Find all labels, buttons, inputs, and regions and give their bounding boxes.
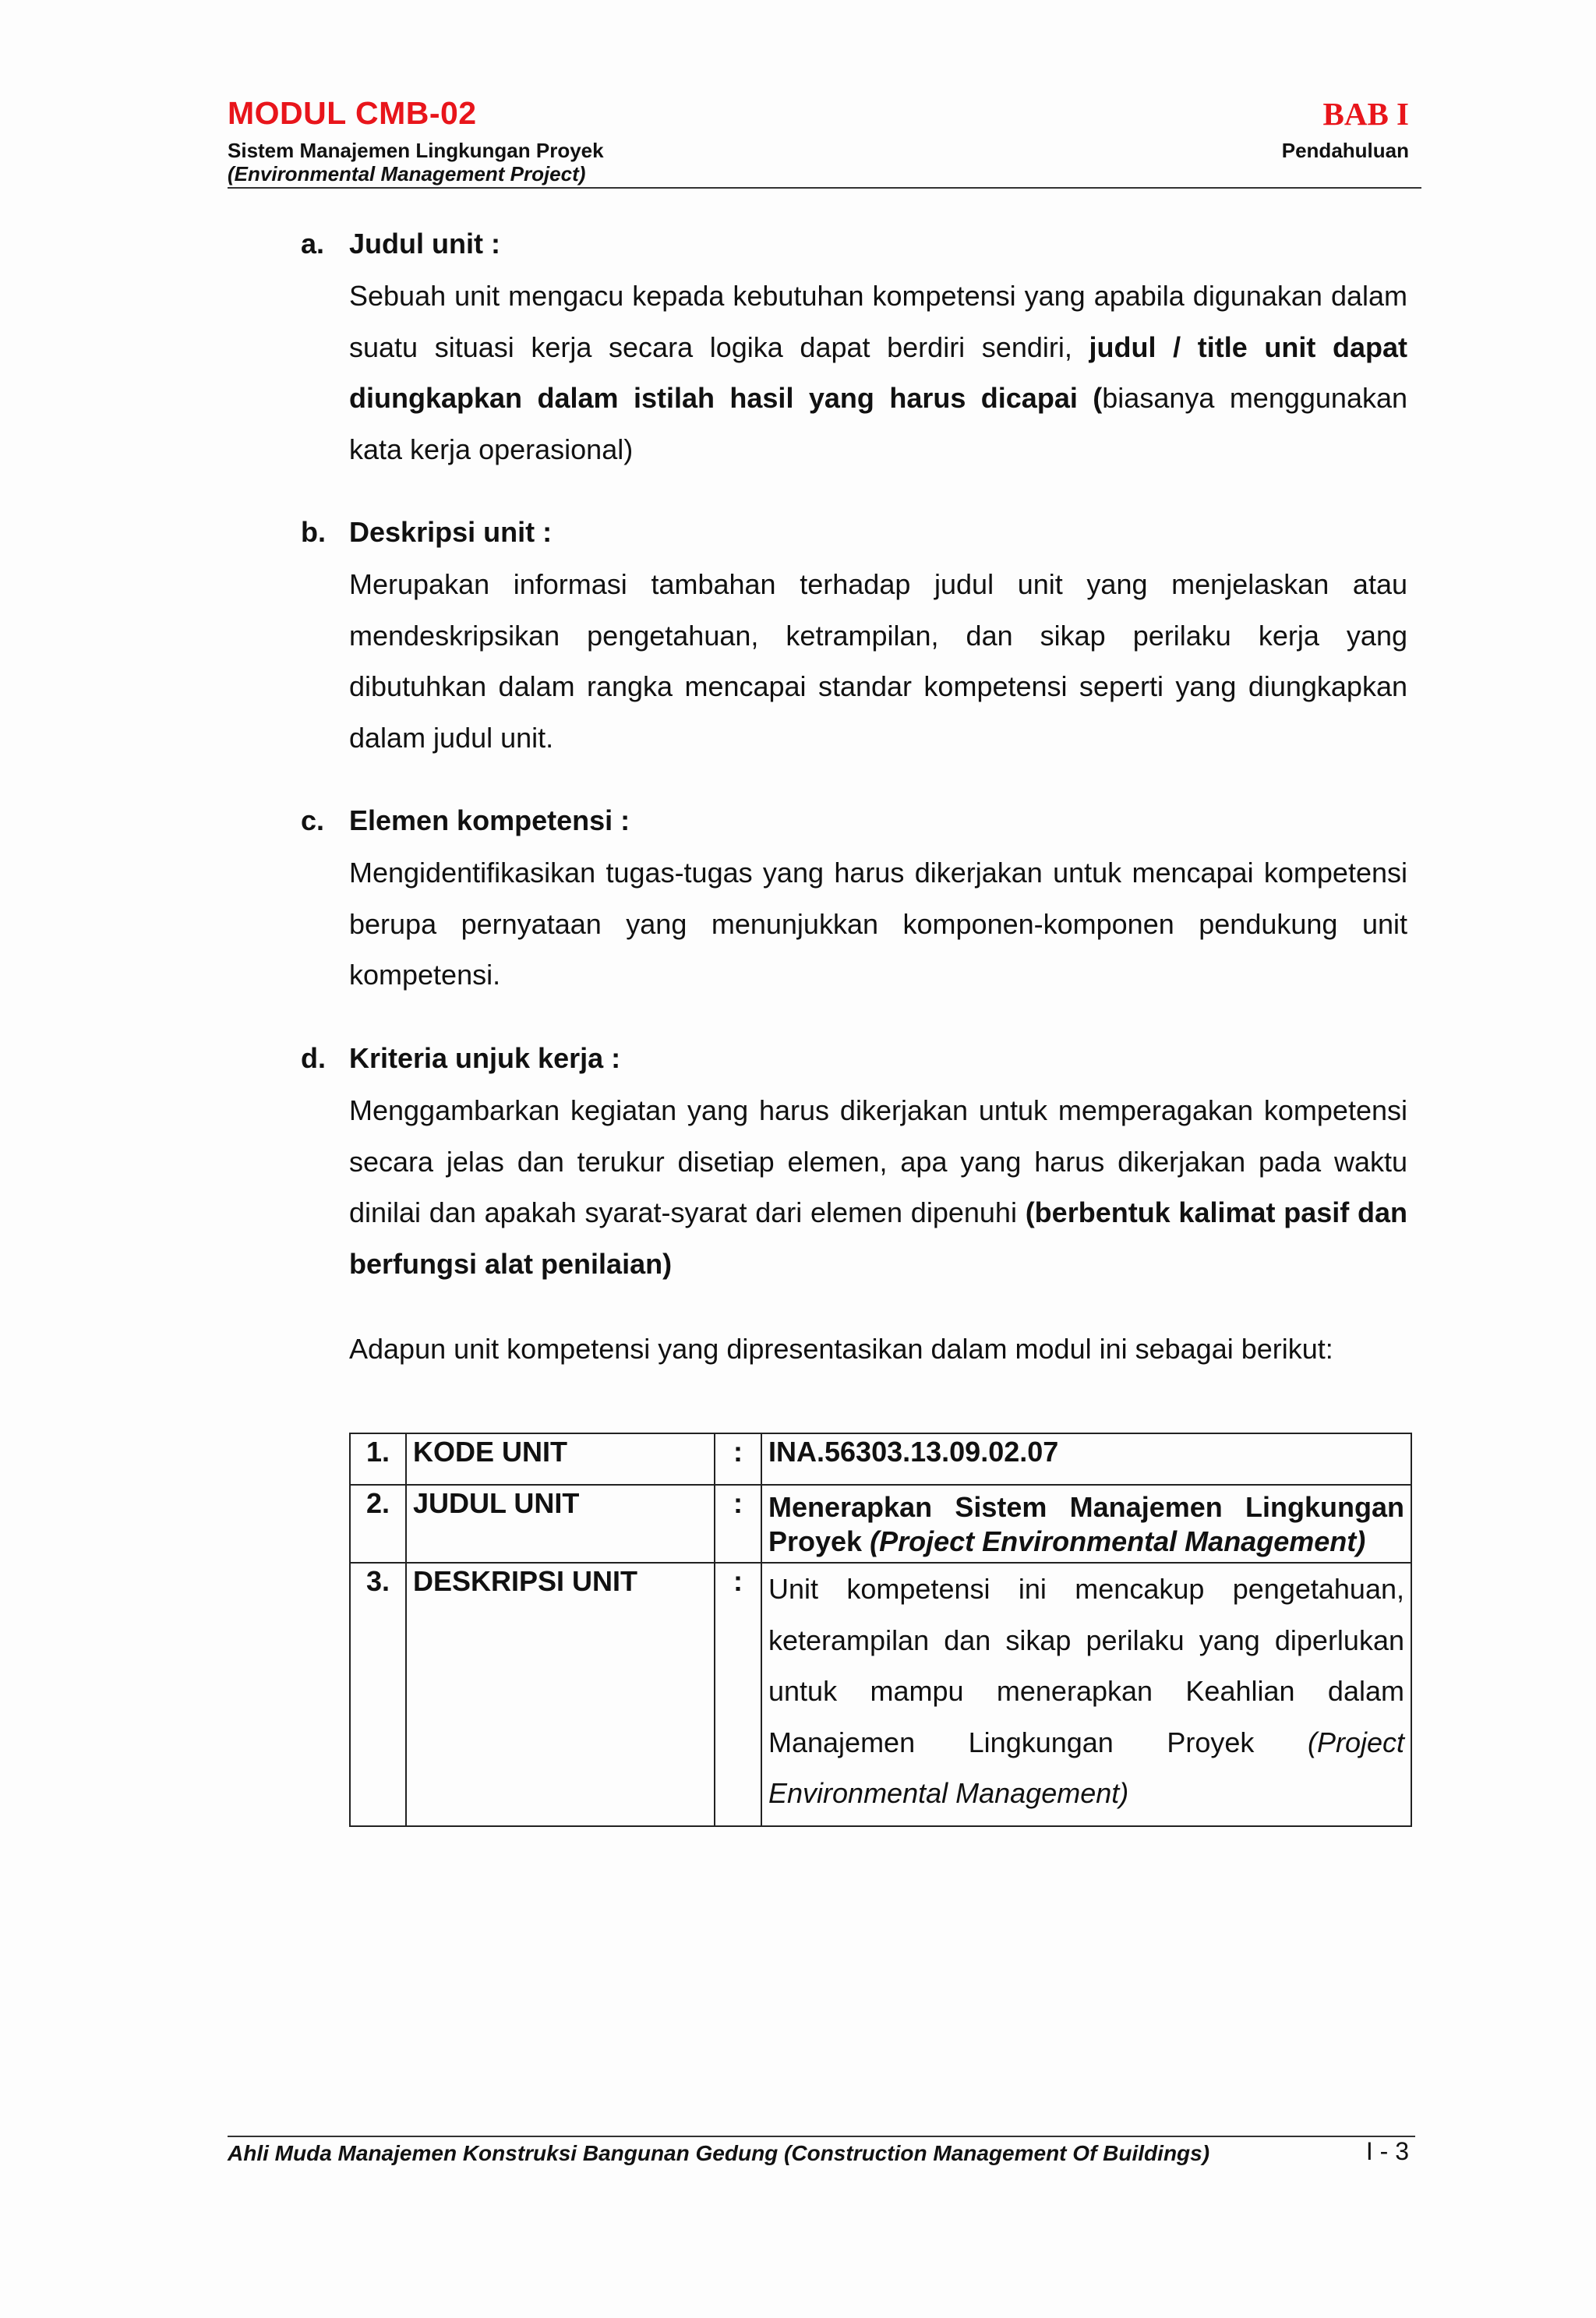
section-a-heading: Judul unit : [349,228,500,260]
row-value-italic: (Project Environmental Management) [768,1726,1404,1809]
row-value [761,1485,1411,1563]
row-value: INA.56303.13.09.02.07 [761,1433,1411,1485]
section-b-heading: Deskripsi unit : [349,516,553,548]
section-c-body: Mengidentifikasikan tugas-tugas yang harus dikerjakan untuk mencapai kompetensi berupa pernyataan yang menunjukkan komponen-komponen pendukung unit kompetensi. [349,857,1407,991]
row-number: 1. [350,1433,406,1485]
section-d-body [349,1085,1407,1289]
chapter-label: BAB I [1322,96,1409,132]
row-value-text: Menerapkan Sistem Manajemen Lingkungan Proyek [768,1491,1404,1557]
row-value [761,1563,1411,1826]
table-row [350,1563,1411,1826]
section-d-text-1: Menggambarkan kegiatan yang harus dikerjakan untuk memperagakan kompetensi secara jelas dan terukur disetiap elemen, apa yang harus dikerjakan pada waktu dinilai dan apakah syarat-syarat dari elemen dipenuhi [349,1094,1407,1228]
row-key: KODE UNIT [406,1433,715,1485]
row-value-italic: (Project Environmental Management) [870,1525,1366,1557]
section-a-text-2: biasanya menggunakan kata kerja operasional) [349,382,1408,465]
page-number: I - 3 [1365,2137,1409,2165]
chapter-name: Pendahuluan [1281,139,1409,162]
row-number: 3. [350,1563,406,1826]
row-separator: : [715,1563,761,1826]
table-row [350,1433,1411,1485]
row-key: DESKRIPSI UNIT [406,1563,715,1826]
section-d-text-bold: (berbentuk kalimat pasif dan berfungsi alat penilaian) [349,1196,1408,1280]
section-a-text-1: Sebuah unit mengacu kepada kebutuhan kompetensi yang apabila digunakan dalam suatu situasi kerja secara logika dapat berdiri sendiri, [349,280,1407,363]
header-rule [228,187,1421,189]
row-value-text: Unit kompetensi ini mencakup pengetahuan, keterampilan dan sikap perilaku yang diperlukan untuk mampu menerapkan Keahlian dalam Manajemen Lingkungan Proyek [768,1573,1404,1758]
module-subtitle-en: (Environmental Management Project) [228,162,586,186]
section-d-heading: Kriteria unjuk kerja : [349,1042,621,1074]
section-a-letter: a. [301,228,325,260]
unit-table [349,1433,1412,1827]
row-separator: : [715,1485,761,1563]
module-subtitle: Sistem Manajemen Lingkungan Proyek [228,139,604,162]
section-a-text-bold: judul / title unit dapat diungkapkan dalam istilah hasil yang harus dicapai ( [349,330,1407,414]
section-a-body [349,270,1407,475]
section-b-letter: b. [301,516,326,548]
row-key: JUDUL UNIT [406,1485,715,1563]
section-b-body: Merupakan informasi tambahan terhadap judul unit yang menjelaskan atau mendeskripsikan pengetahuan, ketrampilan, dan sikap perilaku kerja yang dibutuhkan dalam rangka mencapai standar kompetensi seperti yang diungkapkan dalam judul unit. [349,568,1407,754]
table-row [350,1485,1411,1563]
row-separator: : [715,1433,761,1485]
section-c-heading: Elemen kompetensi : [349,804,630,836]
table-intro: Adapun unit kompetensi yang dipresentasikan dalam modul ini sebagai berikut: [349,1333,1333,1365]
section-c-letter: c. [301,804,325,836]
footer-text: Ahli Muda Manajemen Konstruksi Bangunan Gedung (Construction Management Of Buildings) [228,2141,1210,2165]
module-title: MODUL CMB-02 [228,95,477,131]
row-number: 2. [350,1485,406,1563]
section-d-letter: d. [301,1042,326,1074]
footer-rule [228,2136,1415,2137]
